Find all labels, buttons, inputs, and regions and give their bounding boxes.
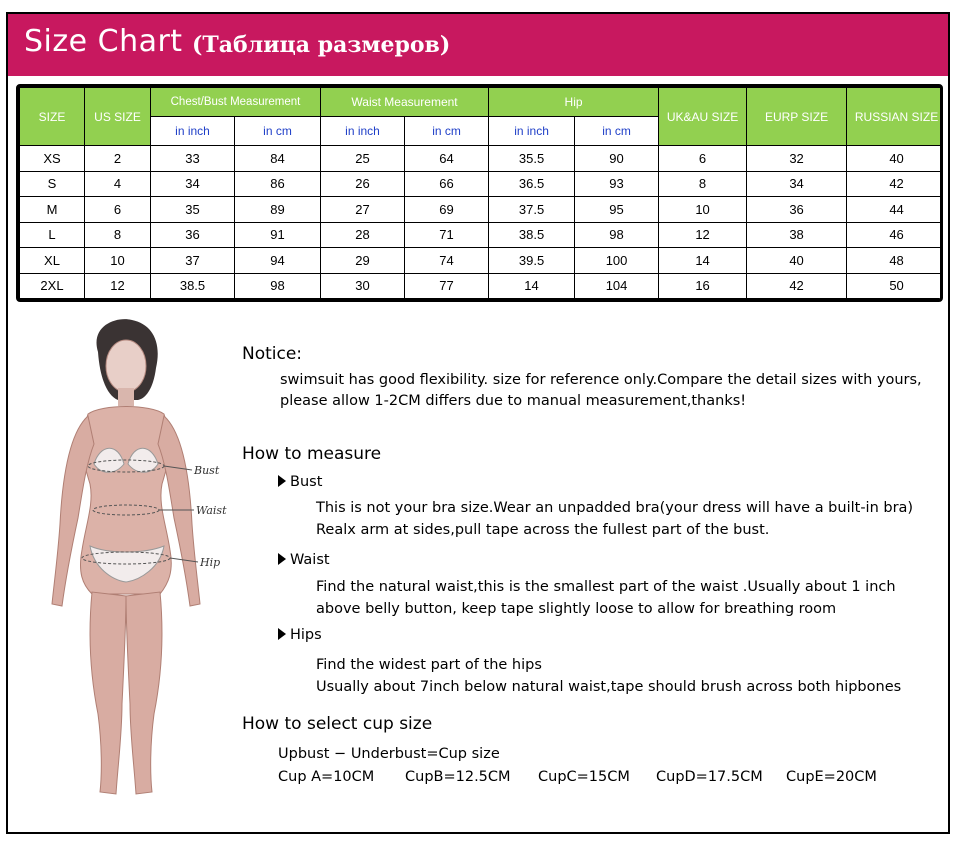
table-cell: 30 bbox=[321, 273, 405, 299]
table-cell: 27 bbox=[321, 197, 405, 223]
table-cell: 38.5 bbox=[151, 273, 235, 299]
table-cell: 69 bbox=[405, 197, 489, 223]
bust-line-2: Realx arm at sides,pull tape across the fullest part of the bust. bbox=[316, 522, 770, 538]
table-cell: 34 bbox=[747, 171, 847, 197]
table-cell: 14 bbox=[659, 248, 747, 274]
bust-subheading: Bust bbox=[278, 474, 322, 490]
table-cell: 104 bbox=[575, 273, 659, 299]
table-cell: 42 bbox=[847, 171, 943, 197]
table-cell: 64 bbox=[405, 146, 489, 172]
table-cell: 84 bbox=[235, 146, 321, 172]
header-ukau-size: UK&AU SIZE bbox=[659, 88, 747, 146]
subheader-waist-inch: in inch bbox=[321, 117, 405, 146]
table-row bbox=[20, 197, 944, 223]
subheader-chest-cm: in cm bbox=[235, 117, 321, 146]
cup-heading: How to select cup size bbox=[242, 714, 433, 734]
table-cell: 100 bbox=[575, 248, 659, 274]
table-cell: 36.5 bbox=[489, 171, 575, 197]
bust-label: Bust bbox=[194, 464, 220, 477]
header-size: SIZE bbox=[20, 88, 85, 146]
table-cell: 48 bbox=[847, 248, 943, 274]
table-cell: 4 bbox=[85, 171, 151, 197]
table-cell: L bbox=[20, 222, 85, 248]
table-cell: 8 bbox=[85, 222, 151, 248]
cup-b: CupB=12.5CM bbox=[405, 769, 511, 785]
table-cell: 29 bbox=[321, 248, 405, 274]
size-table-body bbox=[20, 146, 944, 299]
notice-line-1: swimsuit has good flexibility. size for reference only.Compare the detail sizes with yours, bbox=[280, 372, 922, 388]
table-row bbox=[20, 273, 944, 299]
bust-line-1: This is not your bra size.Wear an unpadded bra(your dress will have a built-in bra) bbox=[316, 500, 914, 516]
size-table-container bbox=[16, 84, 943, 302]
header-chest: Chest/Bust Measurement bbox=[151, 88, 321, 117]
table-cell: 93 bbox=[575, 171, 659, 197]
table-cell: 46 bbox=[847, 222, 943, 248]
table-cell: 90 bbox=[575, 146, 659, 172]
hips-subheading: Hips bbox=[278, 627, 322, 643]
header-hip: Hip bbox=[489, 88, 659, 117]
table-row bbox=[20, 171, 944, 197]
table-cell: S bbox=[20, 171, 85, 197]
table-row bbox=[20, 222, 944, 248]
table-cell: 38.5 bbox=[489, 222, 575, 248]
header-waist: Waist Measurement bbox=[321, 88, 489, 117]
table-cell: 40 bbox=[847, 146, 943, 172]
cup-c: CupC=15CM bbox=[538, 769, 630, 785]
table-cell: XL bbox=[20, 248, 85, 274]
subheader-chest-inch: in inch bbox=[151, 117, 235, 146]
table-cell: 42 bbox=[747, 273, 847, 299]
size-chart-frame bbox=[6, 12, 950, 834]
cup-a: Cup A=10CM bbox=[278, 769, 375, 785]
waist-label: Waist bbox=[196, 504, 227, 517]
table-cell: 10 bbox=[85, 248, 151, 274]
table-cell: 6 bbox=[659, 146, 747, 172]
table-cell: 2XL bbox=[20, 273, 85, 299]
table-cell: M bbox=[20, 197, 85, 223]
table-cell: 94 bbox=[235, 248, 321, 274]
table-cell: XS bbox=[20, 146, 85, 172]
table-cell: 2 bbox=[85, 146, 151, 172]
notice-heading: Notice: bbox=[242, 344, 303, 364]
cup-formula: Upbust − Underbust=Cup size bbox=[278, 746, 500, 762]
page-subtitle: (Таблица размеров) bbox=[192, 32, 451, 58]
table-cell: 86 bbox=[235, 171, 321, 197]
table-cell: 33 bbox=[151, 146, 235, 172]
header-russian-size: RUSSIAN SIZE bbox=[847, 88, 943, 146]
page-title: Size Chart bbox=[24, 24, 183, 59]
subheader-hip-cm: in cm bbox=[575, 117, 659, 146]
table-cell: 77 bbox=[405, 273, 489, 299]
table-cell: 35.5 bbox=[489, 146, 575, 172]
cup-d: CupD=17.5CM bbox=[656, 769, 763, 785]
table-cell: 6 bbox=[85, 197, 151, 223]
waist-subheading: Waist bbox=[278, 552, 330, 568]
subheader-waist-cm: in cm bbox=[405, 117, 489, 146]
cup-e: CupE=20CM bbox=[786, 769, 877, 785]
triangle-right-icon bbox=[278, 475, 286, 487]
table-cell: 12 bbox=[85, 273, 151, 299]
table-cell: 91 bbox=[235, 222, 321, 248]
body-figure-drawing bbox=[28, 314, 238, 814]
table-cell: 28 bbox=[321, 222, 405, 248]
table-cell: 44 bbox=[847, 197, 943, 223]
notice-line-2: please allow 1-2CM differs due to manual measurement,thanks! bbox=[280, 393, 747, 409]
header-eurp-size: EURP SIZE bbox=[747, 88, 847, 146]
table-cell: 26 bbox=[321, 171, 405, 197]
table-cell: 14 bbox=[489, 273, 575, 299]
table-cell: 12 bbox=[659, 222, 747, 248]
table-cell: 71 bbox=[405, 222, 489, 248]
table-cell: 95 bbox=[575, 197, 659, 223]
table-cell: 66 bbox=[405, 171, 489, 197]
table-cell: 38 bbox=[747, 222, 847, 248]
table-cell: 37.5 bbox=[489, 197, 575, 223]
table-cell: 98 bbox=[235, 273, 321, 299]
hip-label: Hip bbox=[200, 556, 221, 569]
table-cell: 36 bbox=[747, 197, 847, 223]
table-row bbox=[20, 146, 944, 172]
table-cell: 35 bbox=[151, 197, 235, 223]
table-cell: 10 bbox=[659, 197, 747, 223]
waist-line-2: above belly button, keep tape slightly loose to allow for breathing room bbox=[316, 601, 837, 617]
table-cell: 39.5 bbox=[489, 248, 575, 274]
waist-line-1: Find the natural waist,this is the smallest part of the waist .Usually about 1 inch bbox=[316, 579, 896, 595]
subheader-hip-inch: in inch bbox=[489, 117, 575, 146]
triangle-right-icon bbox=[278, 553, 286, 565]
hips-line-1: Find the widest part of the hips bbox=[316, 657, 542, 673]
table-cell: 89 bbox=[235, 197, 321, 223]
size-table bbox=[19, 87, 943, 299]
title-banner bbox=[8, 14, 948, 76]
table-cell: 16 bbox=[659, 273, 747, 299]
table-cell: 25 bbox=[321, 146, 405, 172]
measure-heading: How to measure bbox=[242, 444, 382, 464]
table-cell: 34 bbox=[151, 171, 235, 197]
table-cell: 50 bbox=[847, 273, 943, 299]
table-cell: 74 bbox=[405, 248, 489, 274]
body-figure bbox=[28, 314, 238, 814]
table-cell: 32 bbox=[747, 146, 847, 172]
table-cell: 37 bbox=[151, 248, 235, 274]
table-cell: 8 bbox=[659, 171, 747, 197]
triangle-right-icon bbox=[278, 628, 286, 640]
table-cell: 40 bbox=[747, 248, 847, 274]
header-us-size: US SIZE bbox=[85, 88, 151, 146]
table-cell: 98 bbox=[575, 222, 659, 248]
hips-line-2: Usually about 7inch below natural waist,tape should brush across both hipbones bbox=[316, 679, 902, 695]
table-row bbox=[20, 248, 944, 274]
table-cell: 36 bbox=[151, 222, 235, 248]
